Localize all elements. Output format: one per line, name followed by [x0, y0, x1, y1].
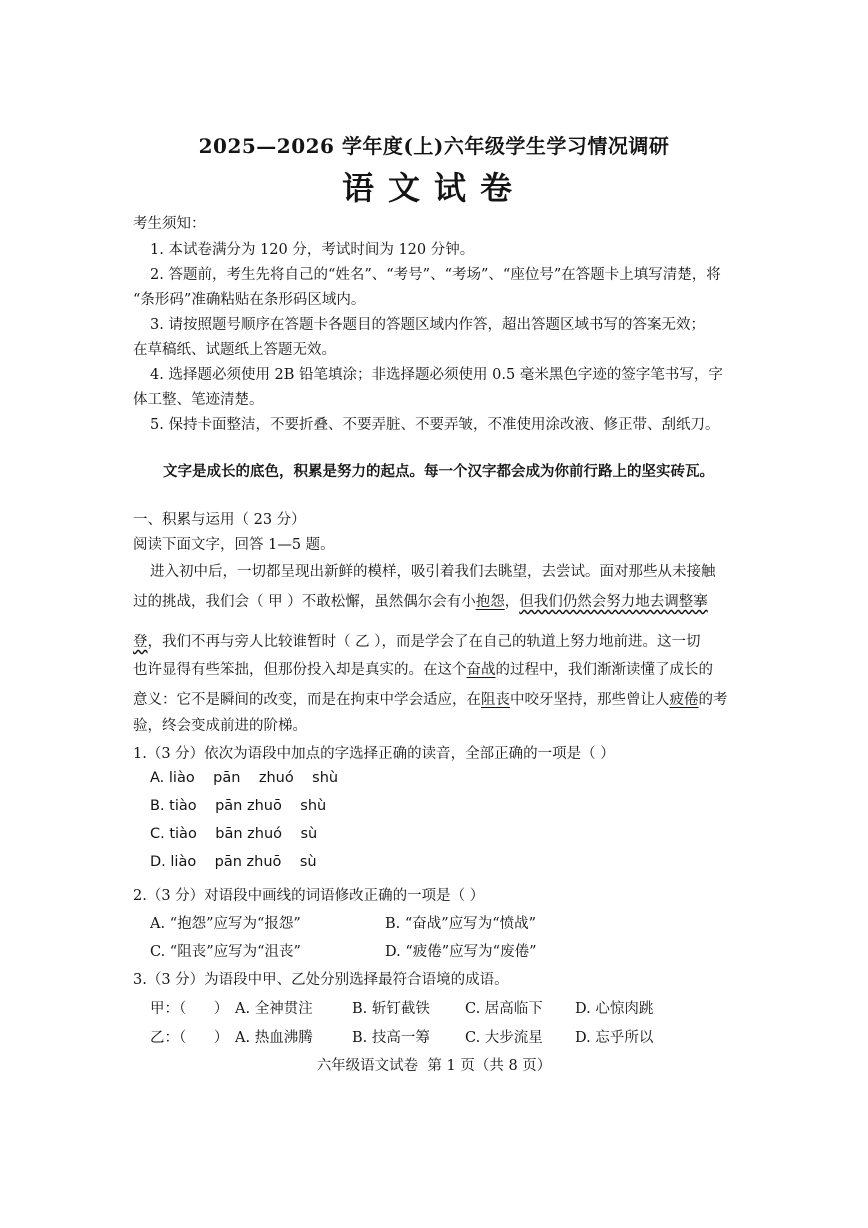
notice-item-3: 3. 请按照题号顺序在答题卡各题目的答题区域内作答，超出答题区域书写的答案无效； — [150, 317, 705, 333]
passage-line-5 — [133, 688, 728, 709]
question-3-yi-option-d[interactable]: D. 忘乎所以 — [575, 1030, 654, 1046]
passage-line-2 — [133, 590, 708, 611]
notice-item-2-cont: “条形码”准确粘贴在条形码区域内。 — [133, 292, 366, 308]
passage-line-6: 验，终会变成前进的阶梯。 — [133, 718, 307, 734]
question-2-option-b[interactable]: B. “奋战”应写为“愤战” — [385, 916, 537, 932]
question-3-jia-option-a[interactable]: A. 全神贯注 — [235, 1001, 313, 1017]
notice-item-4-cont: 体工整、笔迹清楚。 — [133, 392, 264, 408]
passage-text: 的过程中，我们渐渐读懂了成长的 — [495, 662, 713, 678]
wavy-underlined-sentence: 登 — [133, 634, 148, 650]
passage-line-1: 进入初中后，一切都呈现出新鲜的模样，吸引着我们去眺望，去尝试。面对那些从未接触 — [150, 564, 716, 580]
question-3-jia-option-b[interactable]: B. 斩钉截铁 — [352, 1001, 430, 1017]
notice-heading: 考生须知： — [133, 216, 206, 232]
question-3-yi-label: 乙：（ ） — [150, 1030, 229, 1046]
question-2-stem: 2.（3 分）对语段中画线的词语修改正确的一项是（ ） — [133, 888, 485, 904]
passage-text: 的考 — [698, 692, 728, 708]
exam-title: 2025—2026 学年度(上)六年级学生学习情况调研 — [198, 134, 670, 158]
passage-text: 中咬牙坚持，那些曾让人 — [510, 692, 670, 708]
underlined-word: 阻丧 — [481, 692, 510, 708]
wavy-underlined-sentence: 但我们仍然会努力地去调整搴 — [519, 594, 708, 610]
underlined-word: 疲倦 — [669, 692, 699, 708]
notice-item-4: 4. 选择题必须使用 2B 铅笔填涂；非选择题必须使用 0.5 毫米黑色字迹的签字笔书写，字 — [150, 367, 723, 383]
question-1-stem: 1.（3 分）依次为语段中加点的字选择正确的读音，全部正确的一项是（ ） — [133, 746, 615, 762]
section-heading: 一、积累与运用（ 23 分） — [133, 512, 306, 528]
passage-text: ， — [504, 594, 520, 610]
section-instruction: 阅读下面文字，回答 1—5 题。 — [133, 537, 335, 553]
question-2-option-c[interactable]: C. “阻丧”应写为“沮丧” — [150, 944, 301, 960]
question-3-jia-option-d[interactable]: D. 心惊肉跳 — [575, 1001, 654, 1017]
passage-line-3 — [133, 630, 700, 651]
question-1-option-d[interactable]: D. liào pān zhuō sù — [150, 854, 317, 870]
question-3-yi-option-b[interactable]: B. 技高一筹 — [352, 1030, 430, 1046]
question-3-jia-option-c[interactable]: C. 居高临下 — [465, 1001, 543, 1017]
question-3-yi-option-a[interactable]: A. 热血沸腾 — [235, 1030, 313, 1046]
passage-line-4 — [133, 658, 713, 679]
question-1-option-b[interactable]: B. tiào pān zhuō shù — [150, 798, 327, 814]
question-1-option-c[interactable]: C. tiào bān zhuó sù — [150, 826, 318, 842]
exam-subject-title: 语文试卷 — [341, 169, 526, 207]
question-3-jia-label: 甲：（ ） — [150, 1001, 229, 1017]
passage-text: ，我们不再与旁人比较谁暂时（ 乙 ），而是学会了在自己的轨道上努力地前进。这一切 — [147, 634, 701, 650]
notice-item-5: 5. 保持卡面整洁，不要折叠、不要弄脏、不要弄皱，不准使用涂改液、修正带、刮纸刀。 — [150, 417, 720, 433]
page-footer: 六年级语文试卷 第 1 页（共 8 页） — [316, 1058, 552, 1074]
question-2-option-a[interactable]: A. “抱怨”应写为“报怨” — [150, 916, 301, 932]
notice-item-3-cont: 在草稿纸、试题纸上答题无效。 — [133, 342, 336, 358]
question-3-yi-option-c[interactable]: C. 大步流星 — [465, 1030, 543, 1046]
passage-text: 过的挑战，我们会（ 甲 ）不敢松懈，虽然偶尔会有小 — [133, 594, 476, 610]
notice-item-2: 2. 答题前，考生先将自己的“姓名”、“考号”、“考场”、“座位号”在答题卡上填写清楚，将 — [150, 267, 721, 283]
question-3-stem: 3.（3 分）为语段中甲、乙处分别选择最符合语境的成语。 — [133, 972, 509, 988]
underlined-word: 抱怨 — [475, 594, 505, 610]
question-2-option-d[interactable]: D. “疲倦”应写为“废倦” — [385, 944, 537, 960]
question-1-option-a[interactable]: A. liào pān zhuó shù — [150, 770, 339, 786]
underlined-word: 奋战 — [466, 662, 496, 678]
passage-text: 也许显得有些笨拙，但那份投入却是真实的。在这个 — [133, 662, 467, 678]
motto: 文字是成长的底色，积累是努力的起点。每一个汉字都会成为你前行路上的坚实砖瓦。 — [163, 463, 714, 480]
passage-text: 意义：它不是瞬间的改变，而是在拘束中学会适应，在 — [133, 692, 481, 708]
notice-item-1: 1. 本试卷满分为 120 分，考试时间为 120 分钟。 — [150, 242, 475, 258]
